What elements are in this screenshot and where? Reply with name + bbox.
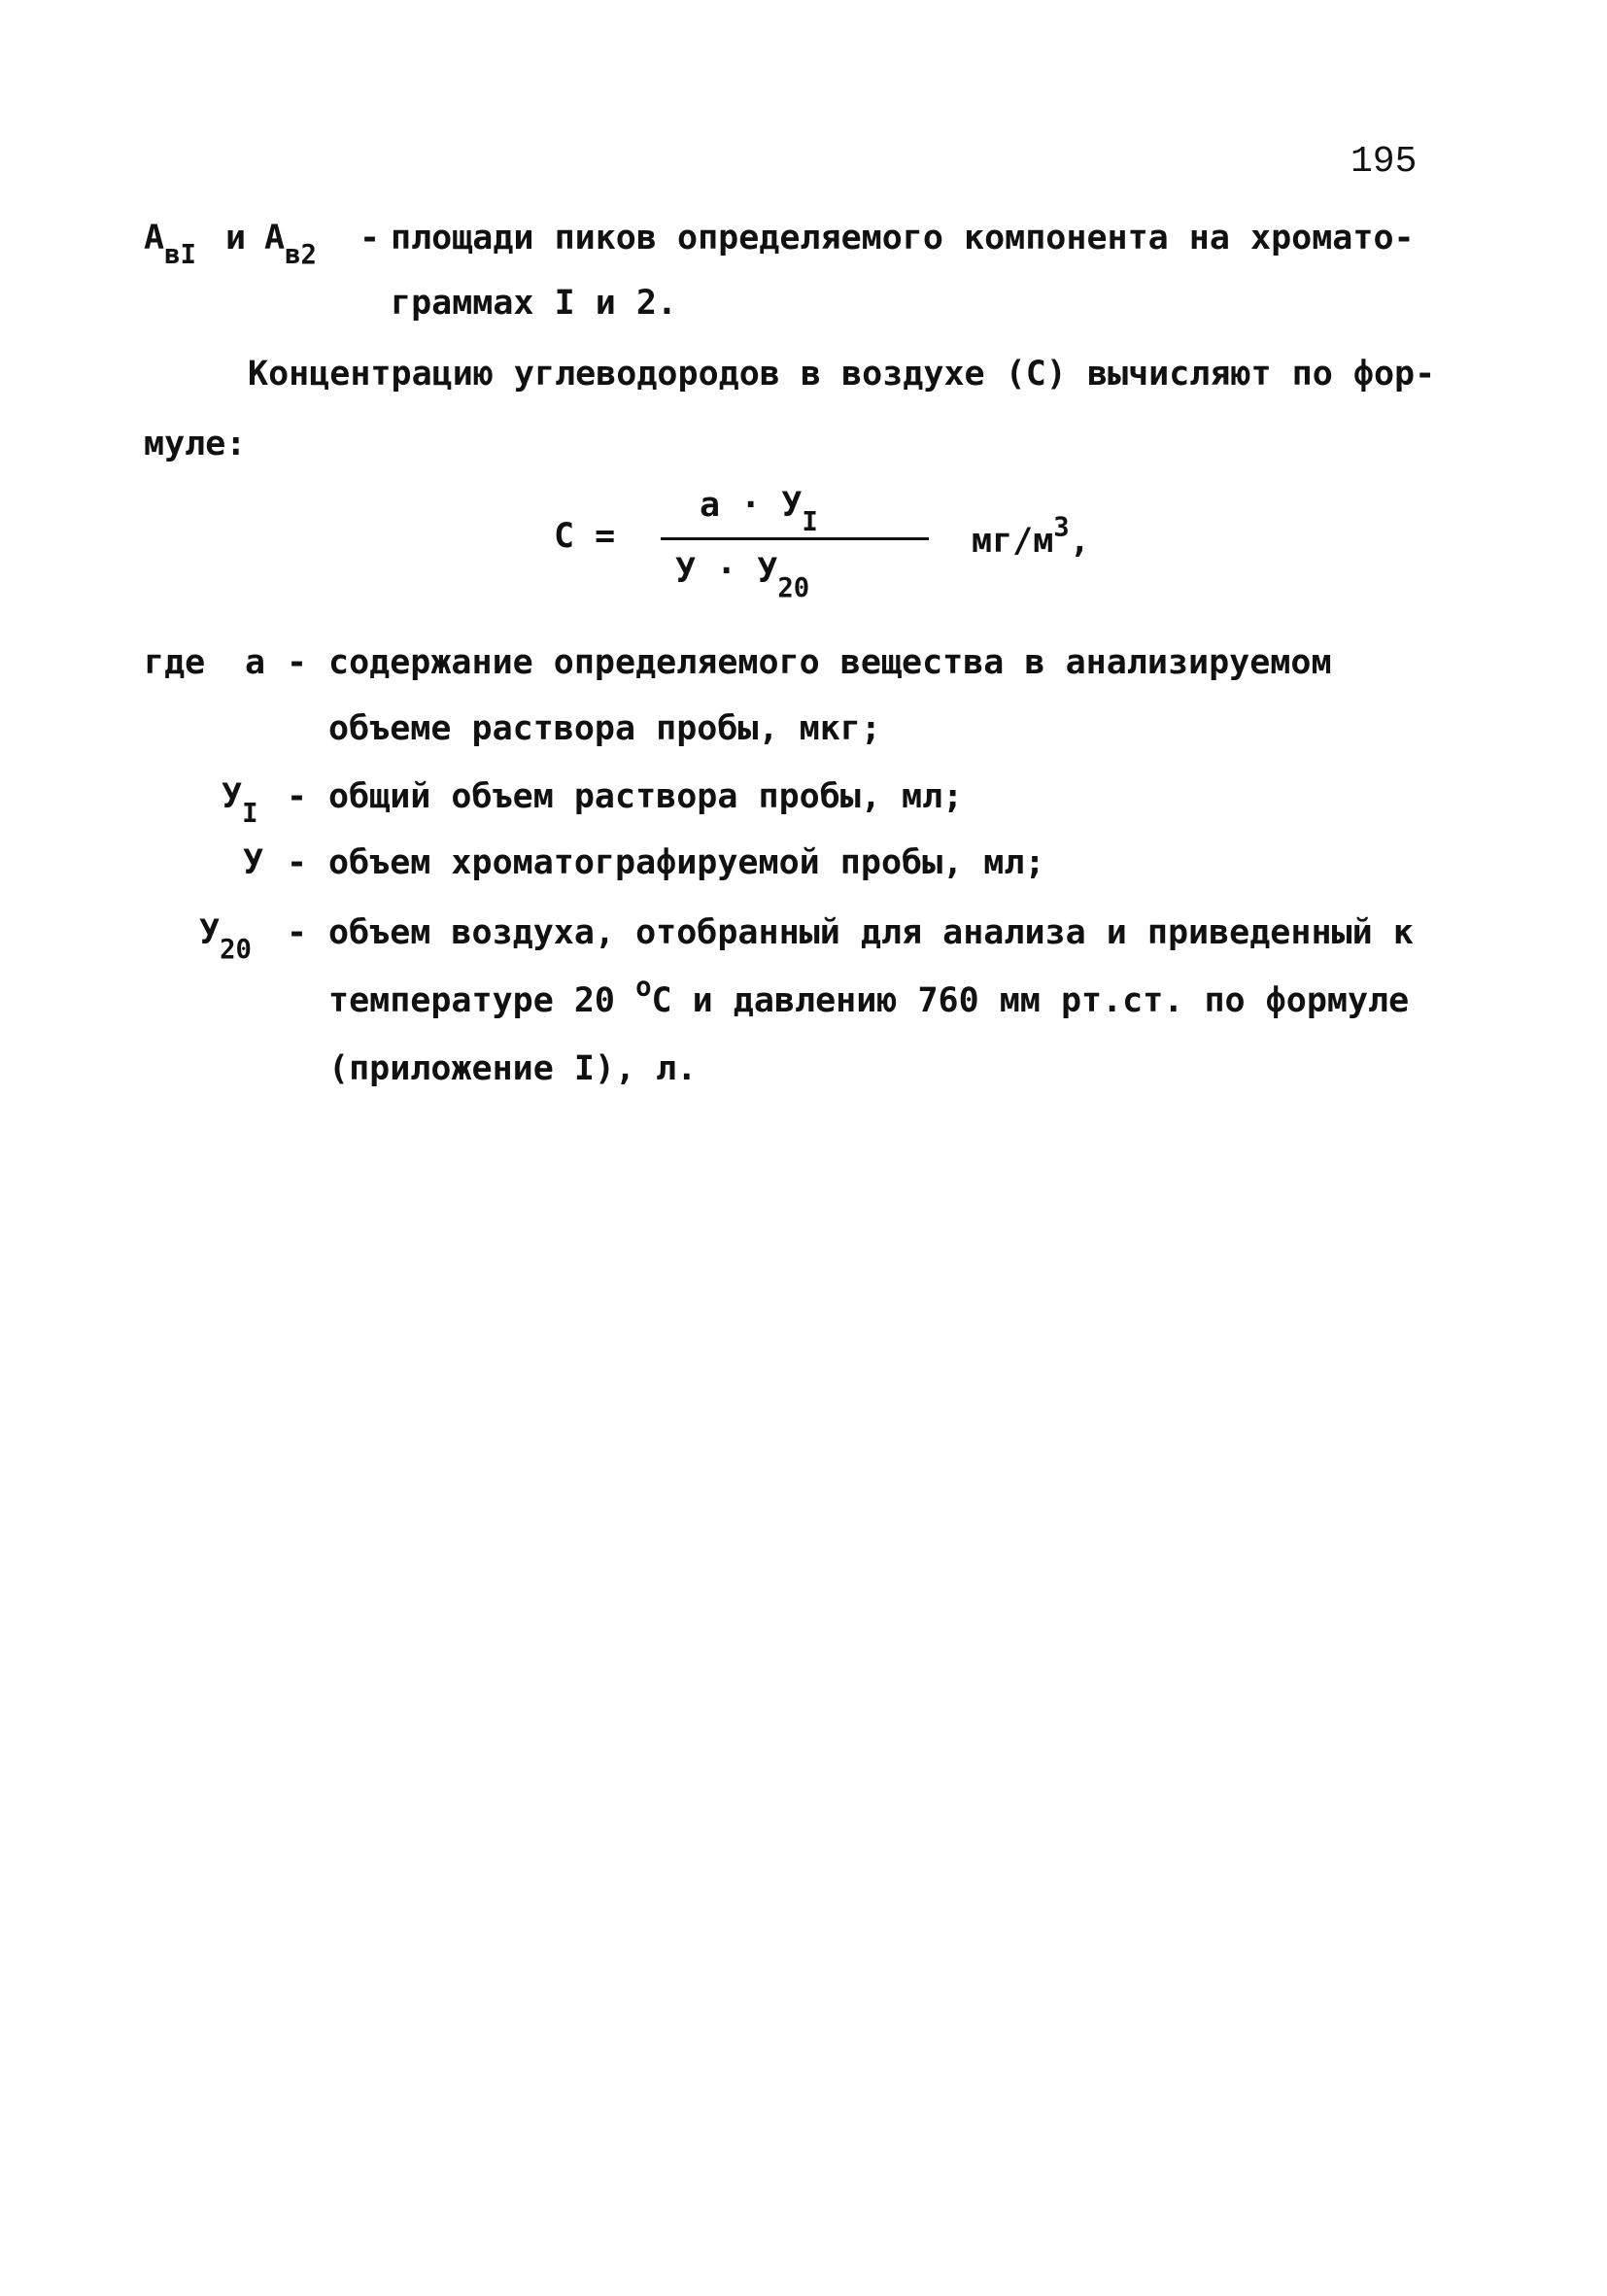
unit-comma: ,: [1069, 522, 1090, 561]
fraction-bar: [661, 537, 929, 540]
denominator-subscript: 20: [777, 573, 810, 603]
numerator-text: а · У: [700, 486, 803, 525]
intro-dash: -: [359, 219, 381, 257]
def-dash-y1: -: [287, 777, 308, 816]
def-symbol-y20-base: У: [199, 913, 221, 952]
def-y20-line-1: объем воздуха, отобранный для анализа и приведенный к: [328, 913, 1414, 952]
conjunction-and: и: [225, 219, 247, 257]
def-y20-line-2-part-a: температуре 20: [328, 981, 636, 1020]
paragraph-line-2: муле:: [144, 425, 247, 463]
def-symbol-a: а: [245, 643, 266, 682]
paragraph-line-1: Концентрацию углеводородов в воздухе (С) вычисляют по фор-: [248, 355, 1436, 394]
def-y20-line-3: (приложение I), л.: [328, 1049, 698, 1088]
def-a-line-2: объеме раствора пробы, мкг;: [328, 709, 881, 748]
formula-lhs: С =: [554, 517, 616, 556]
intro-line-2: граммах I и 2.: [391, 284, 678, 323]
unit-base: мг/м: [972, 522, 1054, 561]
numerator-subscript: I: [802, 507, 818, 537]
where-label: где: [144, 643, 206, 682]
def-symbol-y20-subscript: 20: [220, 935, 252, 965]
denominator-text: У · У: [675, 552, 778, 591]
def-symbol-y: У: [243, 843, 264, 882]
def-symbol-y1: [222, 777, 258, 829]
def-a-line-1: содержание определяемого вещества в анализируемом: [328, 643, 1332, 682]
symbol-a1-base: A: [144, 219, 165, 257]
formula-numerator: [700, 486, 818, 537]
def-dash-y20: -: [287, 913, 308, 952]
def-symbol-y20: [199, 913, 252, 965]
def-dash-y: -: [287, 843, 308, 882]
intro-line-1: площади пиков определяемого компонента на хромато-: [391, 219, 1415, 257]
def-symbol-y1-subscript: I: [242, 799, 258, 829]
def-y1-line-1: общий объем раствора пробы, мл;: [328, 777, 964, 816]
formula-unit: [972, 512, 1090, 561]
def-symbol-y1-base: У: [222, 777, 243, 816]
symbol-a2-subscript: в2: [285, 240, 317, 270]
def-y20-line-2: [328, 972, 1410, 1020]
def-dash-a: -: [287, 643, 308, 682]
unit-superscript: 3: [1053, 512, 1070, 543]
degree-superscript: о: [635, 972, 652, 1003]
symbol-a1: [144, 219, 196, 270]
def-y20-line-2-part-b: С и давлению 760 мм рт.ст. по формуле: [651, 981, 1410, 1020]
symbol-a2-base: A: [264, 219, 286, 257]
page-number: 195: [1351, 141, 1418, 183]
formula-denominator: [675, 552, 810, 603]
symbol-a2: [264, 219, 317, 270]
def-y-line-1: объем хроматографируемой пробы, мл;: [328, 843, 1045, 882]
symbol-a1-subscript: вI: [164, 240, 196, 270]
